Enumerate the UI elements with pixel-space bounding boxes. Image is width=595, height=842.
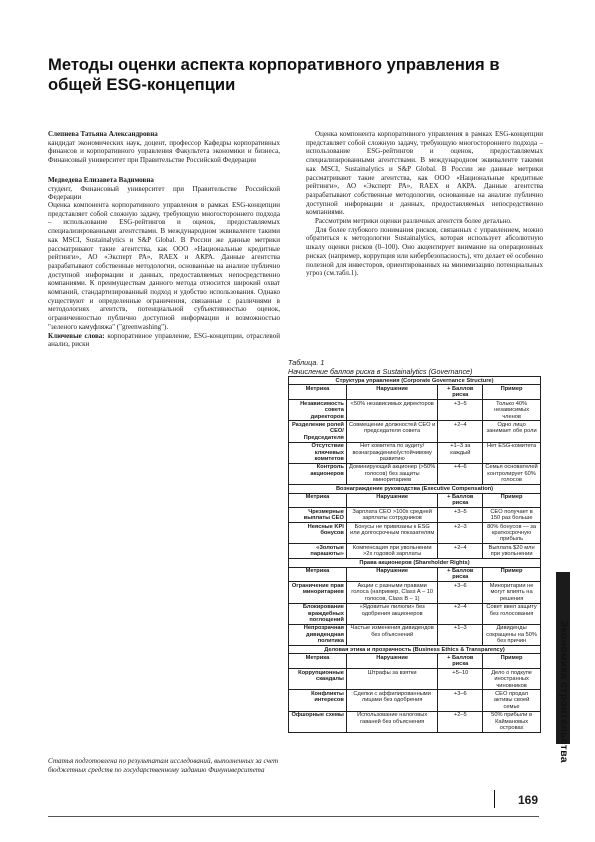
example-cell: CEO продал активы своей семье [483,690,541,711]
body-paragraph: Рассмотрим метрики оценки различных агентств более детально. [315,217,512,226]
metric-cell: Блокирование враждебных поглощений [289,603,347,624]
table-row [289,400,541,421]
violation-cell: Использование налоговых гаваней без объяснения [346,711,438,732]
example-cell: Миноритарии не могут влиять на решения [483,582,541,603]
example-cell: 80% бонусов — за краткосрочную прибыль [483,523,541,544]
column-header: Метрика [289,385,347,400]
table-number: Таблица. 1 [288,358,325,367]
section-title: Вознаграждение руководства (Executive Compensation) [289,485,541,493]
points-cell: +2–5 [438,711,483,732]
abstract-text: Оценка компонента корпоративного управления в рамках ESG-концепции представляет собой сложную задачу, требующую многостороннего подхода – использование ESG-рейтингов и оценок, предоставляемых специализированными агентствами. В международном эквиваленте такими как MSCI, Sustainalytics и S&P Global. В России же данные метрики рассматривают такие агентства, как ООО «Национальные кредитные рейтинги», АО «Эксперт РА», RAEX и АКРА. Данные агентства разрабатывают собственные методологии, основанные на анализе публично доступной информации и данных, предоставляемых непосредственно компаниями. К преимуществам данного метода относится широкий охват компаний, стандартизированный подход и удобство использования. Однако существуют и определенные ограничения, связанные с различиями в методологиях агентств, потенциальной субъективностью оценок, ограниченностью публично доступной информации и возможностью "зеленого камуфляжа" ("greenwashing"). [48,201,280,331]
points-cell: +2–3 [438,523,483,544]
violation-cell: Штрафы за взятки [346,669,438,690]
column-header: Пример [483,654,541,669]
table-caption [288,359,538,376]
table-row [289,508,541,523]
table-row [289,523,541,544]
column-header: Метрика [289,493,347,508]
author-name: Медведева Елизавета Вадимовна [48,176,154,184]
example-cell: Выплата $20 млн при увольнении [483,544,541,559]
points-cell: +4–6 [438,463,483,484]
author-affiliation: кандидат экономических наук, доцент, профессор Кафедры корпоративных финансов и корпоративного управления Факультета экономики и бизнеса, Финансовый университет при Правительстве Российской Федерации [48,138,280,165]
body-paragraph: Для более глубокого понимания рисков, связанных с управлением, можно обратиться к методологии Sustainalytics, которая использует абсолютную шкалу оценки рисков (0–100). Оно акцентирует внимание на операционных рисках (например, коррупция или кибербезопасность), что делает её особенно полезной для инвесторов, ориентированных на минимизацию потенциальных угроз (см.табл.1). [306,225,543,278]
column-header: + Баллов риска [438,654,483,669]
abstract [48,201,280,349]
points-cell: +2–4 [438,603,483,624]
article-title: Методы оценки аспекта корпоративного управления в общей ESG-концепции [48,55,500,94]
violation-cell: Сделки с аффилированными лицами без одобрения [346,690,438,711]
table-row [289,690,541,711]
column-header: Пример [483,493,541,508]
points-cell: +1–3 за каждый [438,442,483,463]
table-section-header [289,485,541,493]
column-header: + Баллов риска [438,567,483,582]
body-text [306,130,543,278]
table-row [289,463,541,484]
metric-cell: «Золотые парашюты» [289,544,347,559]
table-section-header [289,377,541,385]
example-cell: Совет ввел защиту без голосования [483,603,541,624]
column-header: Пример [483,385,541,400]
metric-cell: Конфликты интересов [289,690,347,711]
metric-cell: Непрозрачная дивидендная политика [289,624,347,645]
section-title: Права акционеров (Shareholder Rights) [289,559,541,567]
metric-cell: Чрезмерные выплаты CEO [289,508,347,523]
table-header-row [289,493,541,508]
keywords-label: Ключевые слова: [48,331,105,340]
points-cell: +3–6 [438,582,483,603]
column-header: Нарушение [346,493,438,508]
table-title: Начисление баллов риска в Sustainalytics (Governance) [288,366,473,376]
column-header: Метрика [289,567,347,582]
author-name: Слепнева Татьяна Александровна [48,130,158,138]
example-cell: 50% прибыли в Каймановых островах [483,711,541,732]
violation-cell: Частые изменения дивидендов без объяснений [346,624,438,645]
keywords [48,332,280,349]
points-cell: +3–5 [438,400,483,421]
journal-name: Экономика строительства [558,620,569,763]
points-cell: +3–6 [438,690,483,711]
table-row [289,603,541,624]
example-cell: Семья основателей контролирует 60% голосов [483,463,541,484]
metric-cell: Неясные KPI бонусов [289,523,347,544]
example-cell: Нет ESG-комитета [483,442,541,463]
metric-cell: Ограничение прав миноритариев [289,582,347,603]
violation-cell: Доминирующий акционер (>50% голосов) без защиты миноритариев [346,463,438,484]
page-number: 169 [518,793,539,807]
keywords-text: корпоративное управление, ESG-концепции, отраслевой анализ, риски [48,331,280,349]
body-paragraph: Оценка компонента корпоративного управления в рамках ESG-концепции представляет собой сложную задачу, требующую многостороннего подхода – использование ESG-рейтингов и оценок, предоставляемых специализированными агентствами. В международном эквиваленте такими как MSCI, Sustainalytics и S&P Global. В России же данные метрики рассматривают такие агентства, как ООО «Национальные кредитные рейтинги», АО «Эксперт РА», RAEX и АКРА. Данные агентства разрабатывают собственные методологии, основанные на анализе публично доступной информации и данных, предоставляемых непосредственно компаниями. [306,130,543,217]
example-cell: Только 40% независимых членов [483,400,541,421]
column-header: Нарушение [346,654,438,669]
column-header: Пример [483,567,541,582]
example-cell: Дело о подкупе иностранных чиновников [483,669,541,690]
violation-cell: <50% независимых директоров [346,400,438,421]
example-cell: Дивиденды сокращены на 50% без причин [483,624,541,645]
table-header-row [289,385,541,400]
example-cell: Одно лицо занимает обе роли [483,421,541,442]
table-header-row [289,654,541,669]
table-section-header [289,646,541,654]
points-cell: +2–4 [438,544,483,559]
metric-cell: Независимость совета директоров [289,400,347,421]
metric-cell: Отсутствие ключевых комитетов [289,442,347,463]
example-cell: CEO получает в 150 раз больше [483,508,541,523]
column-header: + Баллов риска [438,385,483,400]
column-header: Метрика [289,654,347,669]
table-row [289,669,541,690]
table-row [289,442,541,463]
metric-cell: Разделение ролей CEO/Председателя [289,421,347,442]
column-header: Нарушение [346,567,438,582]
table-row [289,582,541,603]
risk-table [288,376,541,733]
author-block-1 [48,130,280,165]
points-cell: +5–10 [438,669,483,690]
metric-cell: Контроль акционеров [289,463,347,484]
table-section-header [289,559,541,567]
table-row [289,624,541,645]
author-block-2 [48,176,280,202]
violation-cell: Акции с разными правами голоса (например, Class A – 10 голосов, Class B – 1) [346,582,438,603]
metric-cell: Офшорные схемы [289,711,347,732]
violation-cell: «Ядовитые пилюли» без одобрения акционеров [346,603,438,624]
points-cell: +1–3 [438,624,483,645]
table-row [289,711,541,732]
bottom-rule [48,816,539,817]
violation-cell: Компенсация при увольнении >2x годовой зарплаты [346,544,438,559]
table-row [289,544,541,559]
violation-cell: Нет комитета по аудиту/вознаграждению/устойчивому развитию [346,442,438,463]
points-cell: +2–4 [438,421,483,442]
violation-cell: Совмещение должностей CEO и председателя совета [346,421,438,442]
section-title: Структура управления (Corporate Governance Structure) [289,377,541,385]
metric-cell: Коррупционные скандалы [289,669,347,690]
column-header: Нарушение [346,385,438,400]
violation-cell: Зарплата CEO >100x средней зарплаты сотрудников [346,508,438,523]
author-affiliation: студент, Финансовый университет при Правительстве Российской Федерации [48,184,280,202]
funding-footnote: Статья подготовлена по результатам исследований, выполненных за счет бюджетных средств по государственному заданию Финуниверситета [48,757,279,774]
table-row [289,421,541,442]
section-title: Деловая этика и прозрачность (Business Ethics & Transparency) [289,646,541,654]
violation-cell: Бонусы не привязаны к ESG или долгосрочным показателям [346,523,438,544]
table-header-row [289,567,541,582]
column-header: + Баллов риска [438,493,483,508]
points-cell: +3–5 [438,508,483,523]
